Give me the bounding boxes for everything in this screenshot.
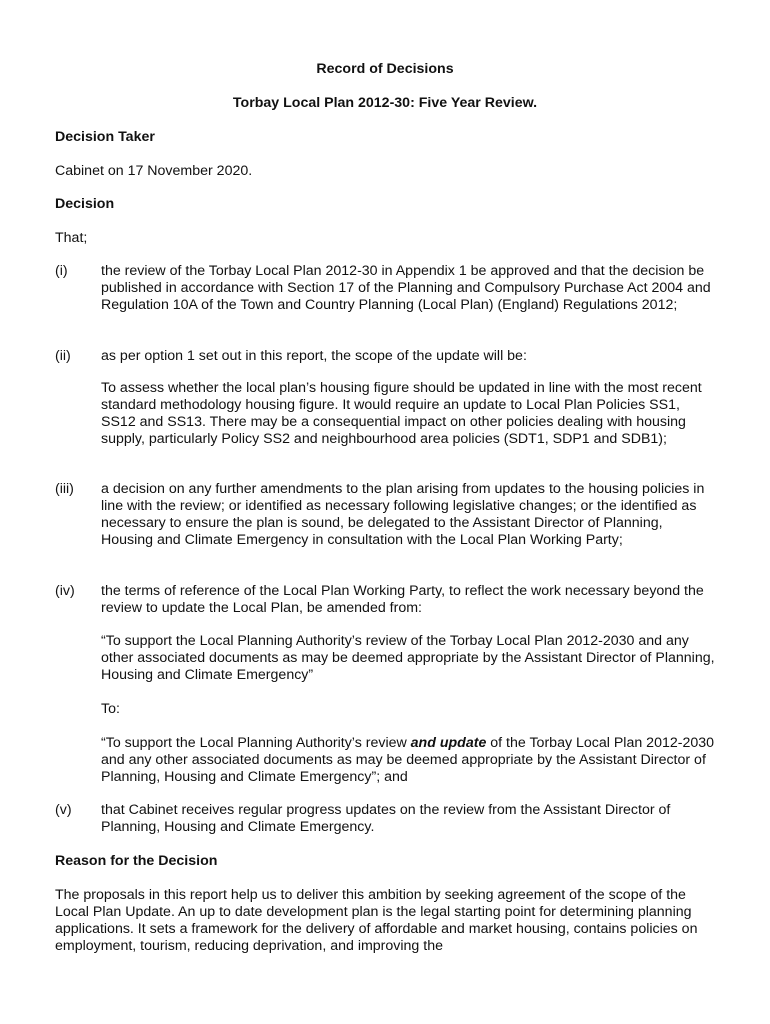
item-number: (iv) xyxy=(55,583,75,599)
item-number: (iii) xyxy=(55,481,74,497)
decision-heading: Decision xyxy=(55,196,115,212)
document-title: Record of Decisions xyxy=(316,61,454,77)
to-label: To: xyxy=(101,701,120,717)
item-number: (i) xyxy=(55,263,68,279)
item-text: the terms of reference of the Local Plan Working Party, to reflect the work necessary beyond the review to update the Local Plan, be amended from: xyxy=(101,583,704,616)
quote-from: “To support the Local Planning Authority’s review of the Torbay Local Plan 2012-2030 and any other associated documents as may be deemed appropriate by the Assistant Director of Planning, Housing and Climate Emergency” xyxy=(101,633,715,683)
item-text: as per option 1 set out in this report, the scope of the update will be: xyxy=(101,348,527,364)
that-text: That; xyxy=(55,230,88,246)
item-text: the review of the Torbay Local Plan 2012-30 in Appendix 1 be approved and that the decision be published in accordance with Section 17 of the Planning and Compulsory Purchase Act 2004 and Regulation 10A of the Town and Country Planning (Local Plan) (England) Regulations 2012; xyxy=(101,263,711,313)
quote-to xyxy=(101,735,715,786)
quote-to-end: of the Torbay Local Plan 2012-2030 and any other associated documents as may be deemed appropriate by the Assistant Director of Planning, Housing and Climate Emergency”; and xyxy=(101,735,715,785)
item-text: a decision on any further amendments to the plan arising from updates to the housing policies in line with the review; or identified as necessary following legislative changes; or the identified as necessary to ensure the plan is sound, be delegated to the Assistant Director of Planning, Housing and Climate Emergency in consultation with the Local Plan Working Party; xyxy=(101,481,705,548)
reason-text: The proposals in this report help us to deliver this ambition by seeking agreement of the scope of the Local Plan Update. An up to date development plan is the legal starting point for determining planning applications. It sets a framework for the delivery of affordable and market housing, contains policies on employment, tourism, reducing deprivation, and improving the xyxy=(55,887,698,954)
item-subtext: To assess whether the local plan’s housing figure should be updated in line with the most recent standard methodology housing figure. It would require an update to Local Plan Policies SS1, SS12 and SS13. There may be a consequential impact on other policies dealing with housing supply, particularly Policy SS2 and neighbourhood area policies (SDT1, SDP1 and SDB1); xyxy=(101,380,702,447)
item-number: (v) xyxy=(55,802,72,818)
decision-taker-heading: Decision Taker xyxy=(55,129,155,145)
document-subtitle: Torbay Local Plan 2012-30: Five Year Review. xyxy=(232,95,538,111)
quote-to-emphasis: and update xyxy=(410,735,487,751)
quote-to-start: “To support the Local Planning Authority’s review xyxy=(101,735,411,751)
item-number: (ii) xyxy=(55,348,71,364)
reason-heading: Reason for the Decision xyxy=(55,853,218,869)
item-text: that Cabinet receives regular progress updates on the review from the Assistant Director of Planning, Housing and Climate Emergency. xyxy=(101,802,671,835)
decision-taker-text: Cabinet on 17 November 2020. xyxy=(55,163,253,179)
